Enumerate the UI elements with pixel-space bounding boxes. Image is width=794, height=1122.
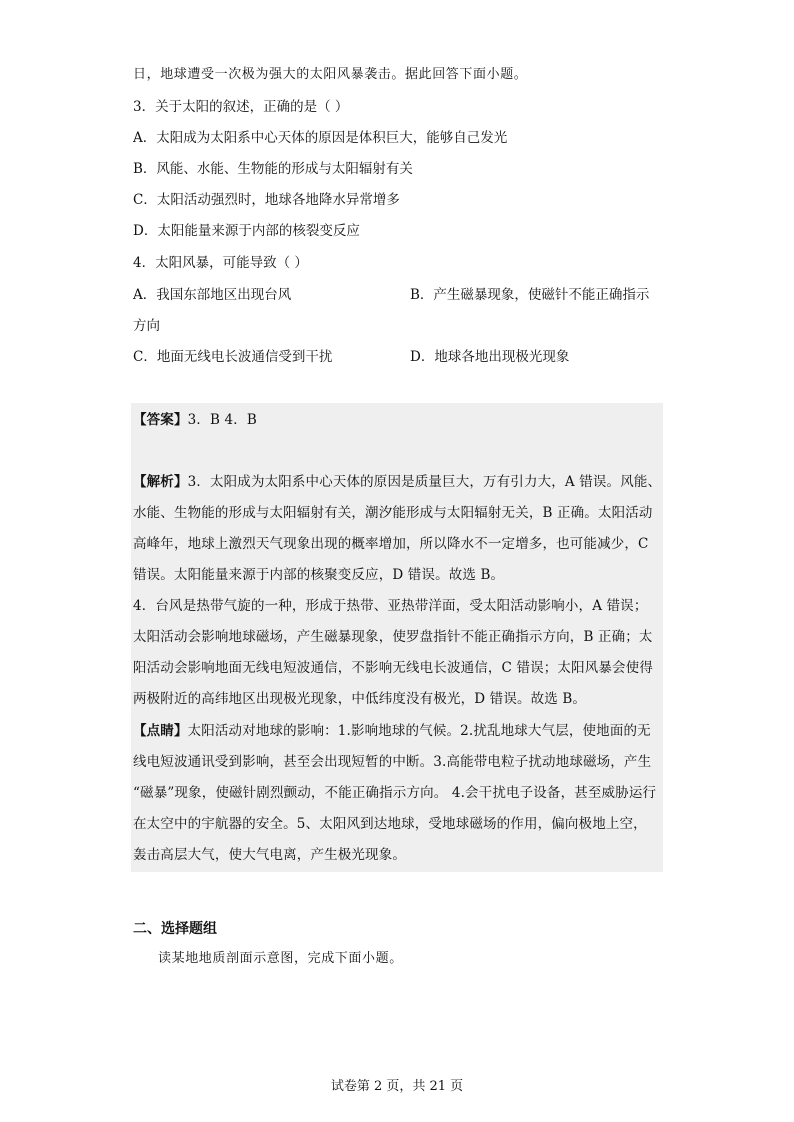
analysis-line-2: 水能、生物能的形成与太阳辐射有关，潮汐能形成与太阳辐射无关，B 正确。太阳活动 <box>133 505 653 521</box>
answer-label: 【答案】 <box>133 412 188 428</box>
answer-line <box>133 410 257 430</box>
tip-line-2: 线电短波通讯受到影响，甚至会出现短暂的中断。3.高能带电粒子扰动地球磁场，产生 <box>133 754 652 770</box>
question-4-option-b-wrap: 方向 <box>133 318 160 334</box>
intro-tail: 日，地球遭受一次极为强大的太阳风暴袭击。据此回答下面小题。 <box>133 67 528 82</box>
page-footer: 试卷第 2 页，共 21 页 <box>330 1079 464 1094</box>
analysis-line-7: 阳活动会影响地面无线电短波通信，不影响无线电长波通信，C 错误；太阳风暴会使得 <box>133 660 653 676</box>
question-4-stem: 4．太阳风暴，可能导致（ ） <box>133 255 308 271</box>
question-3-option-a: A．太阳成为太阳系中心天体的原因是体积巨大，能够自己发光 <box>133 130 508 146</box>
analysis-line-5: 4．台风是热带气旋的一种，形成于热带、亚热带洋面，受太阳活动影响小，A 错误； <box>133 598 648 614</box>
question-3-option-c: C．太阳活动强烈时，地球各地降水异常增多 <box>133 192 400 208</box>
question-4-option-b: B．产生磁暴现象，使磁针不能正确指示 <box>410 287 650 303</box>
tip-label: 【点睛】 <box>133 723 188 739</box>
analysis-line-3: 高峰年，地球上激烈天气现象出现的概率增加，所以降水不一定增多，也可能减少，C <box>133 536 649 552</box>
question-4-option-d: D．地球各地出现极光现象 <box>410 349 570 365</box>
analysis-line-1 <box>133 472 661 492</box>
question-3-option-b: B．风能、水能、生物能的形成与太阳辐射有关 <box>133 161 413 177</box>
section-title: 二、选择题组 <box>133 921 217 937</box>
tip-line-4: 在太空中的宇航器的安全。5、太阳风到达地球，受地球磁场的作用，偏向极地上空， <box>133 816 647 832</box>
analysis-label: 【解析】 <box>133 474 188 490</box>
question-4-option-a: A．我国东部地区出现台风 <box>133 287 292 303</box>
tip-line-3: “磁暴”现象，使磁针剧烈颤动，不能正确指示方向。 4.会干扰电子设备，甚至威胁运行 <box>133 785 657 801</box>
analysis-line-6: 太阳活动会影响地球磁场，产生磁暴现象，使罗盘指针不能正确指示方向，B 正确；太 <box>133 629 653 645</box>
analysis-text-1: 3．太阳成为太阳系中心天体的原因是质量巨大，万有引力大，A 错误。风能、 <box>187 474 662 490</box>
question-4-option-c: C．地面无线电长波通信受到干扰 <box>133 349 333 365</box>
answer-analysis-panel <box>131 403 663 872</box>
question-3-stem: 3．关于太阳的叙述，正确的是（ ） <box>133 99 349 115</box>
tip-text-1: 太阳活动对地球的影响：1.影响地球的气候。2.扰乱地球大气层，使地面的无 <box>187 723 651 739</box>
answer-text: 3．B 4．B <box>187 412 257 428</box>
tip-line-1 <box>133 721 651 741</box>
question-3-option-d: D．太阳能量来源于内部的核裂变反应 <box>133 223 360 239</box>
section-instruction: 读某地地质剖面示意图，完成下面小题。 <box>158 951 403 966</box>
analysis-line-8: 两极附近的高纬地区出现极光现象，中低纬度没有极光，D 错误。故选 B。 <box>133 691 587 707</box>
analysis-line-4: 错误。太阳能量来源于内部的核聚变反应，D 错误。故选 B。 <box>133 567 505 583</box>
tip-line-5: 轰击高层大气，使大气电离，产生极光现象。 <box>133 847 406 863</box>
